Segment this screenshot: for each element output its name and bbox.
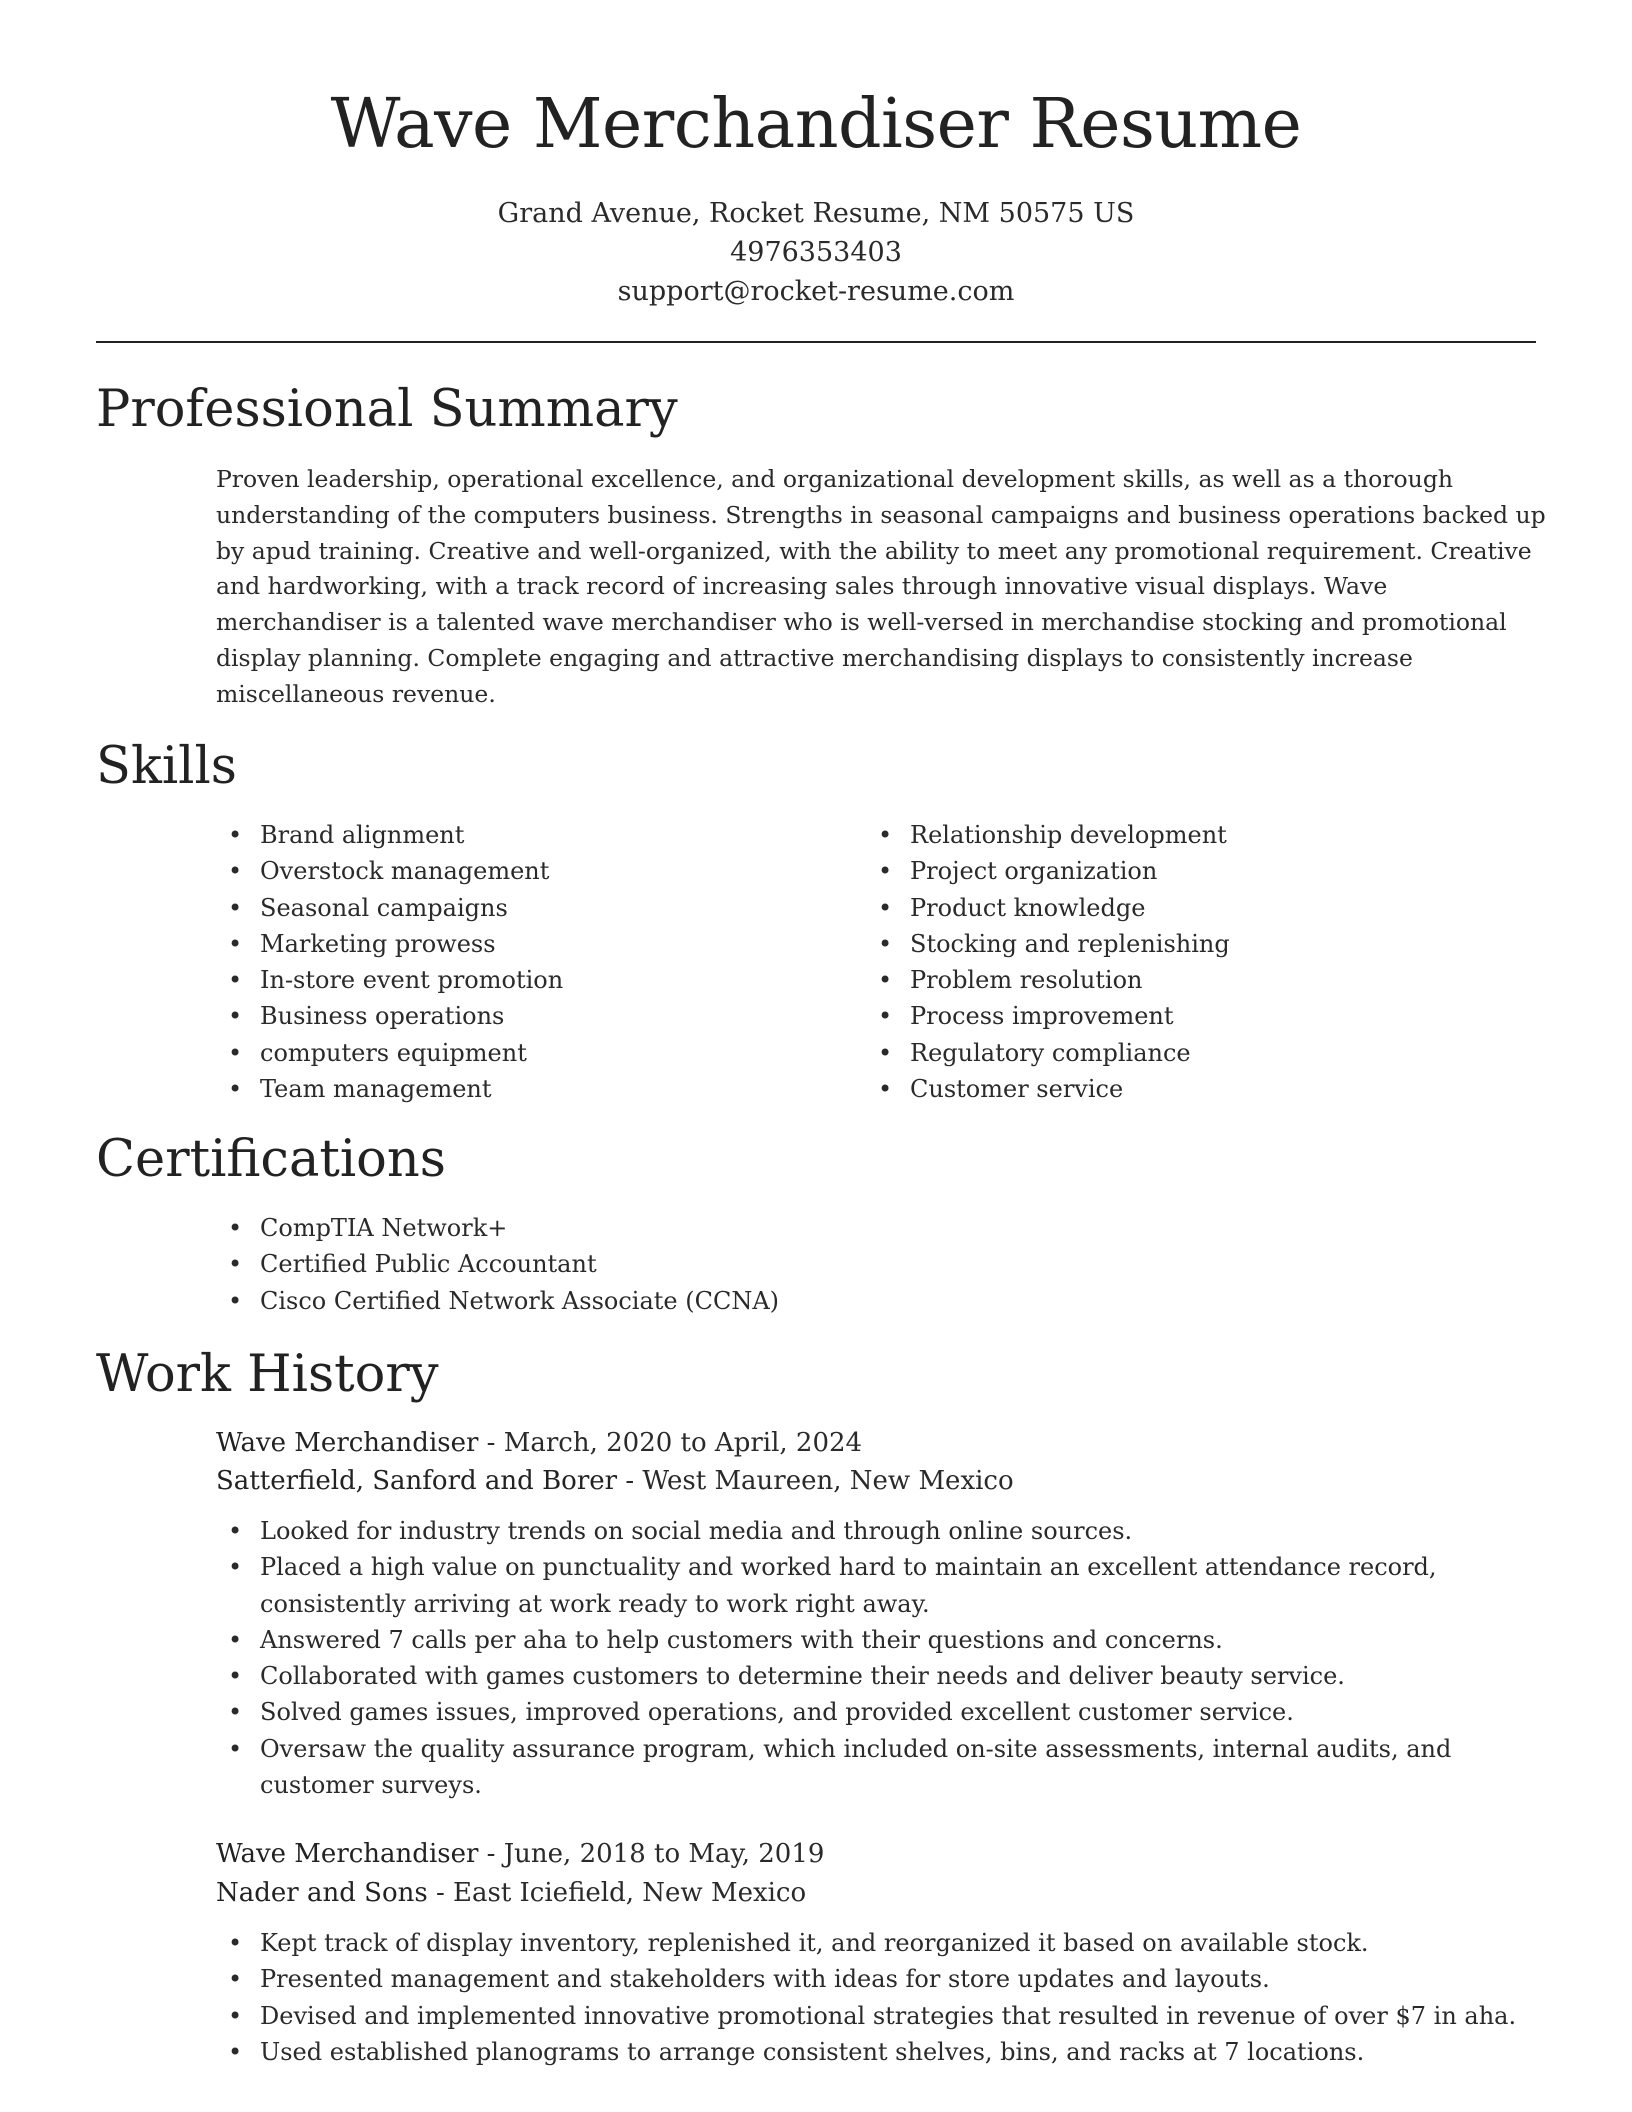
skills-list-left	[216, 817, 836, 1107]
job-bullet: • Placed a high value on punctuality and worked hard to maintain an excellent attendance record, consistently arriving at work ready to work right away.	[216, 1549, 1546, 1622]
skill-item: • Brand alignment	[216, 817, 836, 853]
job-location: - East Iciefield, New Mexico	[427, 1878, 807, 1908]
job-bullet: • Solved games issues, improved operations, and provided excellent customer service.	[216, 1694, 1546, 1730]
job-bullet: • Looked for industry trends on social media and through online sources.	[216, 1513, 1546, 1549]
job-role: Wave Merchandiser	[216, 1428, 479, 1458]
skills-list-right	[866, 817, 1486, 1107]
email: support@rocket-resume.com	[617, 276, 1015, 307]
certifications-list	[216, 1210, 1536, 1319]
skill-item: • Seasonal campaigns	[216, 890, 836, 926]
job-role: Wave Merchandiser	[216, 1839, 479, 1869]
skill-item: • In-store event promotion	[216, 962, 836, 998]
job-bullet: • Collaborated with games customers to determine their needs and deliver beauty service.	[216, 1658, 1546, 1694]
skill-item: • Problem resolution	[866, 962, 1486, 998]
skill-item: • Overstock management	[216, 853, 836, 889]
address: Grand Avenue, Rocket Resume, NM 50575 US	[497, 198, 1135, 229]
skill-item: • Customer service	[866, 1071, 1486, 1107]
certification-item: • Cisco Certified Network Associate (CCNA)	[216, 1283, 1536, 1319]
header-divider	[96, 341, 1536, 343]
job-bullets	[216, 1513, 1546, 1803]
skill-item: • Stocking and replenishing	[866, 926, 1486, 962]
skill-item: • Process improvement	[866, 998, 1486, 1034]
job-bullet: • Kept track of display inventory, replenished it, and reorganized it based on available stock.	[216, 1925, 1546, 1961]
contact-block	[0, 194, 1632, 311]
resume-title: Wave Merchandiser Resume	[330, 85, 1302, 164]
job-company-line	[216, 1874, 806, 1912]
skill-item: • Regulatory compliance	[866, 1035, 1486, 1071]
skill-item: • Business operations	[216, 998, 836, 1034]
job-location: - West Maureen, New Mexico	[617, 1466, 1014, 1496]
job-bullets	[216, 1925, 1546, 2070]
job-bullet: • Answered 7 calls per aha to help customers with their questions and concerns.	[216, 1622, 1546, 1658]
skill-item: • Product knowledge	[866, 890, 1486, 926]
resume-header	[0, 80, 1632, 311]
certification-item: • Certified Public Accountant	[216, 1246, 1536, 1282]
certifications-heading: Certifications	[96, 1130, 446, 1189]
skill-item: • Relationship development	[866, 817, 1486, 853]
job-bullet: • Oversaw the quality assurance program, which included on-site assessments, internal audits, and customer surveys.	[216, 1731, 1546, 1804]
summary-heading: Professional Summary	[96, 380, 678, 439]
certification-item: • CompTIA Network+	[216, 1210, 1536, 1246]
job-company-line	[216, 1462, 1014, 1500]
job-title-line	[216, 1424, 862, 1462]
skill-item: • Marketing prowess	[216, 926, 836, 962]
job-title-line	[216, 1835, 824, 1873]
skills-heading: Skills	[96, 737, 237, 796]
job-dates: - March, 2020 to April, 2024	[478, 1428, 863, 1458]
skill-item: • Project organization	[866, 853, 1486, 889]
skill-item: • computers equipment	[216, 1035, 836, 1071]
phone: 4976353403	[730, 237, 902, 268]
job-company: Nader and Sons	[216, 1878, 428, 1908]
job-bullet: • Presented management and stakeholders with ideas for store updates and layouts.	[216, 1961, 1546, 1997]
work-history-heading: Work History	[96, 1345, 439, 1404]
job-company: Satterfield, Sanford and Borer	[216, 1466, 618, 1496]
summary-text: Proven leadership, operational excellence, and organizational development skills, as well as a thorough understanding of the computers business. Strengths in seasonal campaigns and business operations backed up by apud training. Creative and well-organized, with the ability to meet any promotional requirement. Creative and hardworking, with a track record of increasing sales through innovative visual displays. Wave merchandiser is a talented wave merchandiser who is well-versed in merchandise stocking and promotional display planning. Complete engaging and attractive merchandising displays to consistently increase miscellaneous revenue.	[216, 465, 1546, 708]
job-dates: - June, 2018 to May, 2019	[478, 1839, 825, 1869]
job-bullet: • Devised and implemented innovative promotional strategies that resulted in revenue of over $7 in aha.	[216, 1998, 1546, 2034]
skill-item: • Team management	[216, 1071, 836, 1107]
job-bullet: • Used established planograms to arrange consistent shelves, bins, and racks at 7 locations.	[216, 2034, 1546, 2070]
